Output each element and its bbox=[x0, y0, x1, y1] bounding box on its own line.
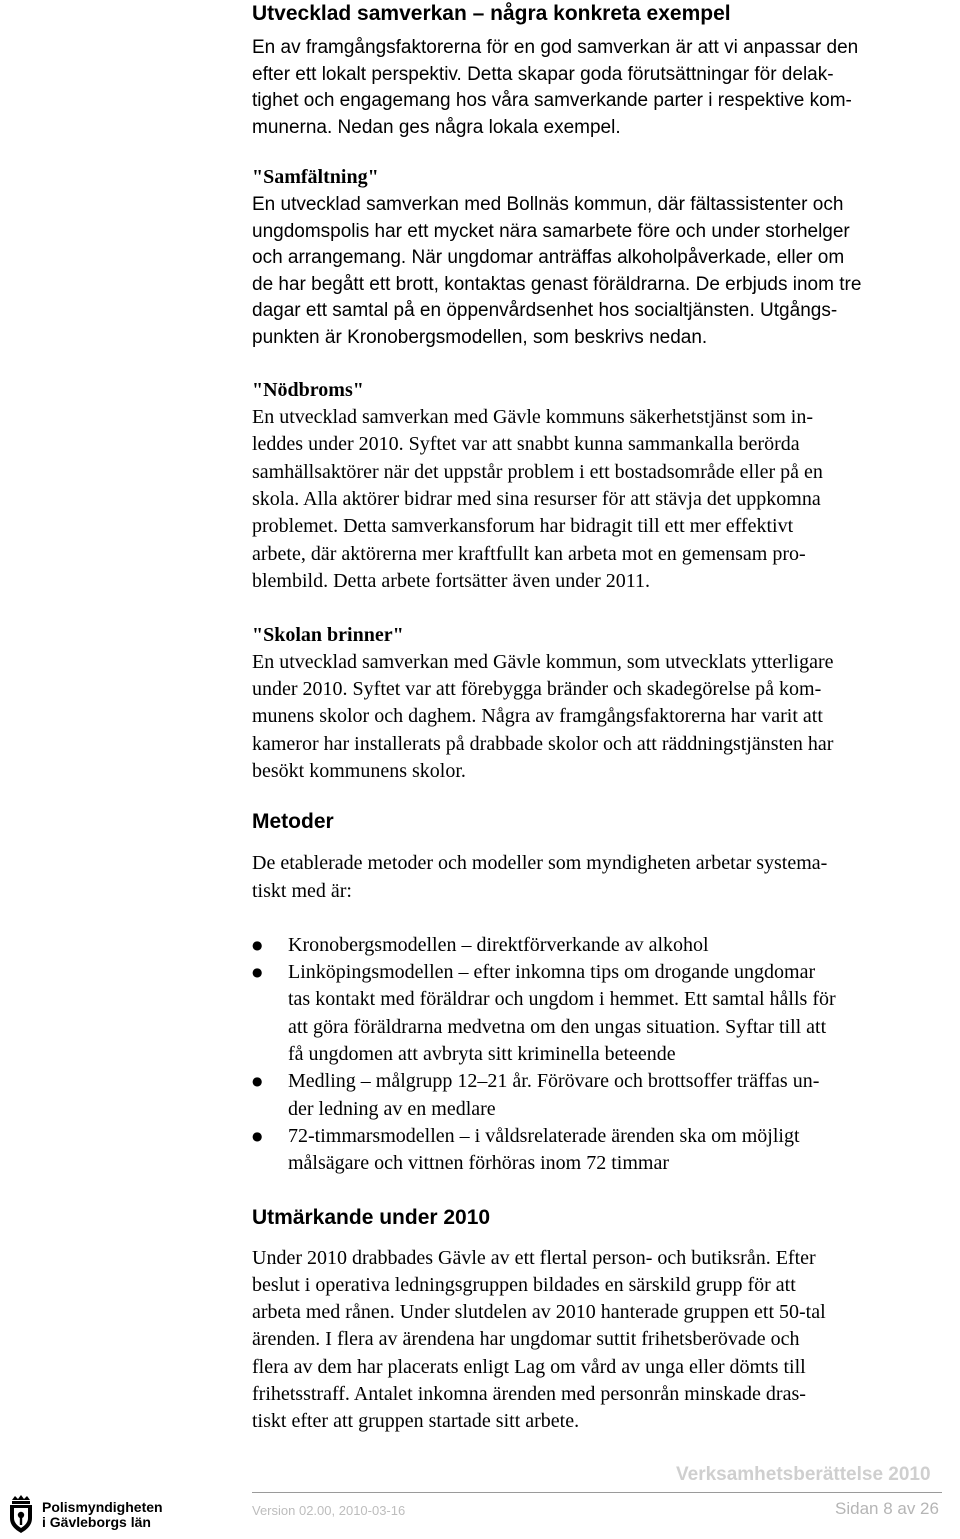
subheading-samfaltning: "Samfältning" bbox=[252, 166, 379, 189]
bullet-icon: ● bbox=[252, 1074, 263, 1089]
bullet-icon: ● bbox=[252, 937, 263, 952]
footer-report-title: Verksamhetsberättelse 2010 bbox=[676, 1464, 931, 1485]
nodbroms-paragraph bbox=[252, 404, 952, 595]
text-line: der ledning av en medlare bbox=[288, 1097, 496, 1120]
text-line: skola. Alla aktörer bidrar med sina resurser för att stävja det uppkomna bbox=[252, 488, 821, 511]
section-heading-metoder: Metoder bbox=[252, 810, 334, 834]
text-line: och arrangemang. När ungdomar anträffas alkoholpåverkade, eller om bbox=[252, 247, 845, 269]
text-line: En utvecklad samverkan med Bollnäs kommun, där fältassistenter och bbox=[252, 193, 844, 215]
text-line: samhällsaktörer när det uppstår problem i ett bostadsområde eller på en bbox=[252, 460, 823, 483]
text-line: arbete, där aktörerna mer kraftfullt kan arbeta mot en gemensam pro- bbox=[252, 542, 806, 565]
footer-page-number: Sidan 8 av 26 bbox=[835, 1499, 939, 1518]
skolan-paragraph bbox=[252, 649, 952, 785]
footer-version: Version 02.00, 2010-03-16 bbox=[252, 1503, 406, 1518]
text-line: ärenden. I flera av ärendena har ungdomar suttit frihetsberövade och bbox=[252, 1328, 800, 1351]
list-item bbox=[252, 1068, 952, 1123]
utmarkande-paragraph bbox=[252, 1245, 952, 1436]
police-logo bbox=[6, 1494, 166, 1534]
text-line: dagar ett samtal på en öppenvårdsenhet hos socialtjänsten. Utgångs- bbox=[252, 300, 838, 322]
footer-divider bbox=[252, 1492, 942, 1493]
text-line: ungdomspolis har ett mycket nära samarbete före och under storhelger bbox=[252, 220, 850, 242]
text-line: punkten är Kronobergsmodellen, som beskrivs nedan. bbox=[252, 326, 708, 348]
samfaltning-paragraph bbox=[252, 192, 952, 352]
text-line: blembild. Detta arbete fortsätter även under 2011. bbox=[252, 569, 650, 592]
text-line: att göra föräldrarna medvetna om den ungas situation. Syftar till att bbox=[288, 1015, 827, 1038]
text-line: efter ett lokalt perspektiv. Detta skapar goda förutsättningar för delak- bbox=[252, 63, 834, 85]
method-list bbox=[252, 932, 952, 1178]
text-line: målsägare och vittnen förhöras inom 72 timmar bbox=[288, 1152, 670, 1175]
section-heading-utmarkande: Utmärkande under 2010 bbox=[252, 1205, 491, 1229]
text-line: Under 2010 drabbades Gävle av ett flertal person- och butiksrån. Efter bbox=[252, 1246, 816, 1269]
text-line: Linköpingsmodellen – efter inkomna tips om drogande ungdomar bbox=[288, 961, 816, 984]
text-line: De etablerade metoder och modeller som myndigheten arbetar systema- bbox=[252, 852, 828, 875]
logo-text bbox=[42, 1500, 163, 1530]
text-line: tas kontakt med föräldrar och ungdom i hemmet. Ett samtal hålls för bbox=[288, 988, 836, 1011]
text-line: tiskt efter att gruppen startade sitt arbete. bbox=[252, 1410, 580, 1433]
list-item bbox=[252, 1123, 952, 1178]
text-line: beslut i operativa ledningsgruppen bildades en särskild grupp för att bbox=[252, 1273, 796, 1296]
text-line: kameror har installerats på drabbade skolor och att räddningstjänsten har bbox=[252, 732, 834, 755]
text-line: de har begått ett brott, kontaktas genast föräldrarna. De erbjuds inom tre bbox=[252, 273, 862, 295]
police-crest-icon bbox=[6, 1494, 36, 1534]
text-line: tighet och engagemang hos våra samverkande parter i respektive kom- bbox=[252, 90, 852, 112]
text-line: Kronobergsmodellen – direktförverkande av alkohol bbox=[288, 933, 709, 956]
text-line: munens skolor och daghem. Några av framgångsfaktorerna har varit att bbox=[252, 705, 823, 728]
list-item bbox=[252, 959, 952, 1068]
list-item bbox=[252, 932, 952, 959]
document-page bbox=[252, 0, 952, 1436]
text-line: flera av dem har placerats enligt Lag om vård av unga eller dömts till bbox=[252, 1355, 806, 1378]
intro-paragraph bbox=[252, 35, 952, 141]
text-line: arbeta med rånen. Under slutdelen av 2010 hanterade gruppen ett 50-tal bbox=[252, 1301, 826, 1324]
text-line: frihetsstraff. Antalet inkomna ärenden med personrån minskade dras- bbox=[252, 1383, 806, 1406]
text-line: leddes under 2010. Syftet var att snabbt kunna sammankalla berörda bbox=[252, 433, 800, 456]
text-line: under 2010. Syftet var att förebygga bränder och skadegörelse på kom- bbox=[252, 678, 822, 701]
bullet-icon: ● bbox=[252, 1128, 263, 1143]
text-line: munerna. Nedan ges några lokala exempel. bbox=[252, 116, 621, 138]
subheading-nodbroms: "Nödbroms" bbox=[252, 378, 364, 401]
text-line: Medling – målgrupp 12–21 år. Förövare och brottsoffer träffas un- bbox=[288, 1070, 820, 1093]
text-line: 72-timmarsmodellen – i våldsrelaterade ärenden ska om möjligt bbox=[288, 1124, 800, 1147]
text-line: En av framgångsfaktorerna för en god samverkan är att vi anpassar den bbox=[252, 37, 859, 58]
text-line: En utvecklad samverkan med Gävle kommun, som utvecklats ytterligare bbox=[252, 650, 834, 673]
logo-line: i Gävleborgs län bbox=[42, 1514, 151, 1530]
text-line: få ungdomen att avbryta sitt kriminella beteende bbox=[288, 1043, 676, 1066]
section-heading-exempel: Utvecklad samverkan – några konkreta exempel bbox=[252, 2, 731, 25]
logo-line: Polismyndigheten bbox=[42, 1499, 163, 1515]
text-line: problemet. Detta samverkansforum har bidragit till ett mer effektivt bbox=[252, 515, 794, 538]
bullet-icon: ● bbox=[252, 965, 263, 980]
text-line: tiskt med är: bbox=[252, 879, 352, 902]
metoder-intro-paragraph bbox=[252, 850, 952, 905]
text-line: besökt kommunens skolor. bbox=[252, 759, 466, 782]
subheading-skolan-brinner: "Skolan brinner" bbox=[252, 624, 404, 647]
text-line: En utvecklad samverkan med Gävle kommuns säkerhetstjänst som in- bbox=[252, 406, 813, 429]
